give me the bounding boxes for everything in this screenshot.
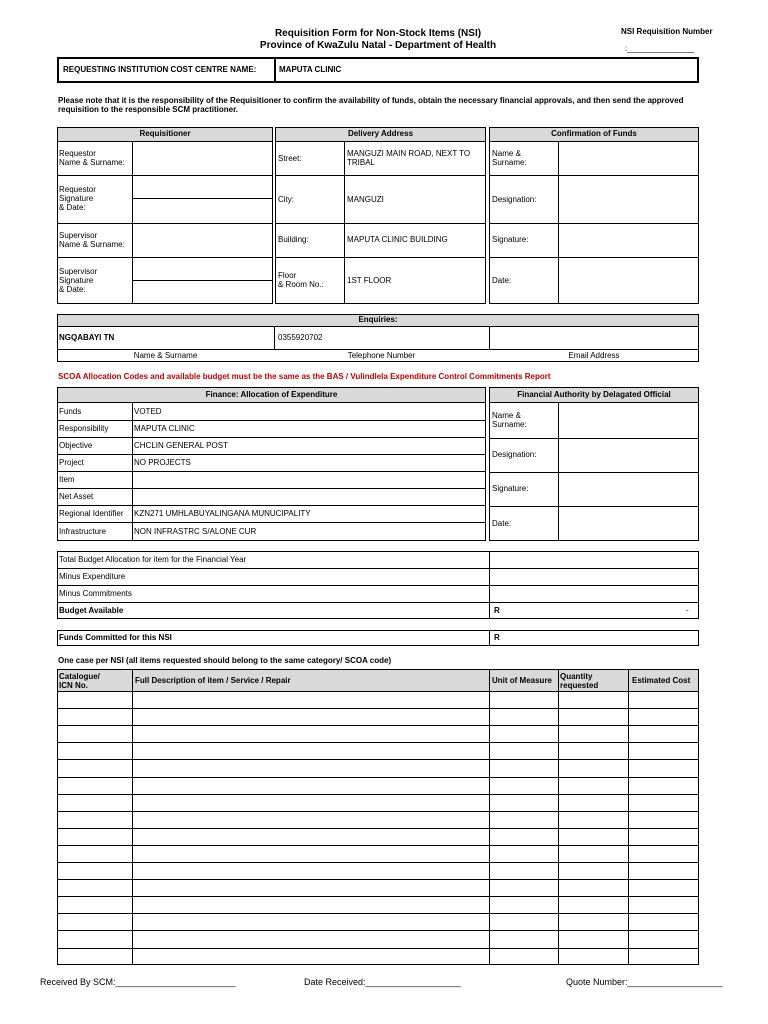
finance-label-infrastructure: Infrastructure bbox=[59, 527, 107, 536]
finance-label-net-asset: Net Asset bbox=[59, 492, 94, 501]
floor-value[interactable]: 1ST FLOOR bbox=[347, 276, 392, 285]
requestor-signature-label: Requestor Signature & Date: bbox=[59, 185, 96, 212]
street-value[interactable]: MANGUZI MAIN ROAD, NEXT TO TRIBAL bbox=[347, 149, 471, 167]
floor-label: Floor & Room No.: bbox=[278, 271, 324, 289]
cost-centre-label: REQUESTING INSTITUTION COST CENTRE NAME: bbox=[63, 65, 257, 74]
items-row-line bbox=[57, 948, 699, 949]
items-row-line bbox=[57, 879, 699, 880]
funds-committed-label: Funds Committed for this NSI bbox=[59, 633, 172, 642]
enquiries-phone-value[interactable]: 0355920702 bbox=[278, 333, 323, 342]
requestor-name-label: Requestor Name & Surname: bbox=[59, 149, 125, 167]
responsibility-notice: Please note that it is the responsibility of the Requisitioner to confirm the availability of funds, obtain the necessary financial approvals, and then send the approved requisition to the responsible SCM practitioner. bbox=[58, 96, 684, 114]
authority-name-label: Name & Surname: bbox=[492, 411, 527, 429]
nsi-number-field[interactable]: :_______________ bbox=[625, 44, 694, 53]
confirm-designation-label: Designation: bbox=[492, 195, 537, 204]
items-table bbox=[57, 669, 699, 965]
street-label: Street: bbox=[278, 154, 302, 163]
authority-signature-label: Signature: bbox=[492, 484, 529, 493]
confirmation-title: Confirmation of Funds bbox=[551, 129, 637, 138]
items-row-line bbox=[57, 828, 699, 829]
confirm-signature-label: Signature: bbox=[492, 235, 529, 244]
building-value[interactable]: MAPUTA CLINIC BUILDING bbox=[347, 235, 448, 244]
finance-value-project[interactable]: NO PROJECTS bbox=[134, 458, 191, 467]
items-col-catalogue: Catalogue/ ICN No. bbox=[59, 672, 100, 690]
items-row-line bbox=[57, 691, 699, 692]
finance-label-item: Item bbox=[59, 475, 75, 484]
city-label: City: bbox=[278, 195, 294, 204]
authority-designation-label: Designation: bbox=[492, 450, 537, 459]
items-row-line bbox=[57, 845, 699, 846]
finance-label-responsibility: Responsibility bbox=[59, 424, 109, 433]
items-col-cost: Estimated Cost bbox=[632, 676, 691, 685]
authority-date-label: Date: bbox=[492, 519, 512, 528]
form-title-line1: Requisition Form for Non-Stock Items (NSI) bbox=[274, 28, 482, 39]
finance-value-funds[interactable]: VOTED bbox=[134, 407, 162, 416]
finance-value-responsibility[interactable]: MAPUTA CLINIC bbox=[134, 424, 195, 433]
supervisor-name-label: Supervisor Name & Surname: bbox=[59, 231, 125, 249]
finance-title: Finance: Allocation of Expenditure bbox=[205, 390, 338, 399]
quote-number[interactable]: Quote Number:___________________ bbox=[566, 977, 723, 987]
enquiries-phone-caption: Telephone Number bbox=[347, 351, 416, 360]
items-notice: One case per NSI (all items requested should belong to the same category/ SCOA code) bbox=[58, 656, 392, 665]
items-row-line bbox=[57, 742, 699, 743]
requisitioner-title: Requisitioner bbox=[139, 129, 191, 138]
delivery-title: Delivery Address bbox=[347, 129, 414, 138]
items-col-quantity: Quantity requested bbox=[560, 672, 599, 690]
budget-available-amount: - bbox=[686, 606, 689, 615]
budget-commitments-label: Minus Commitments bbox=[59, 589, 132, 598]
budget-total-label: Total Budget Allocation for item for the Financial Year bbox=[59, 555, 247, 564]
confirm-date-label: Date: bbox=[492, 276, 512, 285]
finance-value-regional[interactable]: KZN271 UMHLABUYALINGANA MUNUCIPALITY bbox=[134, 509, 311, 518]
items-row-line bbox=[57, 913, 699, 914]
budget-expenditure-label: Minus Expenditure bbox=[59, 572, 126, 581]
authority-title: Financial Authority by Delagated Official bbox=[517, 390, 671, 399]
finance-label-project: Project bbox=[59, 458, 84, 467]
items-row-line bbox=[57, 759, 699, 760]
form-title-line2: Province of KwaZulu Natal - Department of Health bbox=[259, 40, 497, 51]
items-row-line bbox=[57, 708, 699, 709]
items-row-line bbox=[57, 896, 699, 897]
budget-available-label: Budget Available bbox=[59, 606, 124, 615]
items-col-description: Full Description of item / Service / Repair bbox=[135, 676, 291, 685]
cost-centre-value[interactable]: MAPUTA CLINIC bbox=[279, 65, 342, 74]
city-value[interactable]: MANGUZI bbox=[347, 195, 384, 204]
budget-available-currency[interactable]: R bbox=[494, 606, 500, 615]
items-row-line bbox=[57, 725, 699, 726]
enquiries-email-caption: Email Address bbox=[568, 351, 620, 360]
items-row-line bbox=[57, 794, 699, 795]
items-row-line bbox=[57, 862, 699, 863]
finance-label-objective: Objective bbox=[59, 441, 93, 450]
form-title bbox=[200, 28, 556, 52]
scoa-notice: SCOA Allocation Codes and available budget must be the same as the BAS / Vulindlela Expenditure Control Commitments Report bbox=[58, 372, 551, 381]
building-label: Building: bbox=[278, 235, 309, 244]
date-received[interactable]: Date Received:___________________ bbox=[304, 977, 461, 987]
items-col-unit: Unit of Measure bbox=[492, 676, 553, 685]
received-by-scm[interactable]: Received By SCM:________________________ bbox=[40, 977, 236, 987]
finance-label-regional: Regional Identifier bbox=[59, 509, 124, 518]
nsi-number-label: NSI Requisition Number bbox=[621, 27, 713, 36]
supervisor-signature-label: Supervisor Signature & Date: bbox=[59, 267, 98, 294]
enquiries-name-value[interactable]: NGQABAYI TN bbox=[59, 333, 115, 342]
confirm-name-label: Name & Surname: bbox=[492, 149, 527, 167]
funds-committed-value[interactable]: R bbox=[494, 633, 500, 642]
items-row-line bbox=[57, 811, 699, 812]
enquiries-title: Enquiries: bbox=[358, 315, 398, 324]
finance-value-objective[interactable]: CHCLIN GENERAL POST bbox=[134, 441, 228, 450]
enquiries-name-caption: Name & Surname bbox=[133, 351, 198, 360]
items-row-line bbox=[57, 777, 699, 778]
finance-value-infrastructure[interactable]: NON INFRASTRC S/ALONE CUR bbox=[134, 527, 257, 536]
items-row-line bbox=[57, 930, 699, 931]
finance-label-funds: Funds bbox=[59, 407, 82, 416]
